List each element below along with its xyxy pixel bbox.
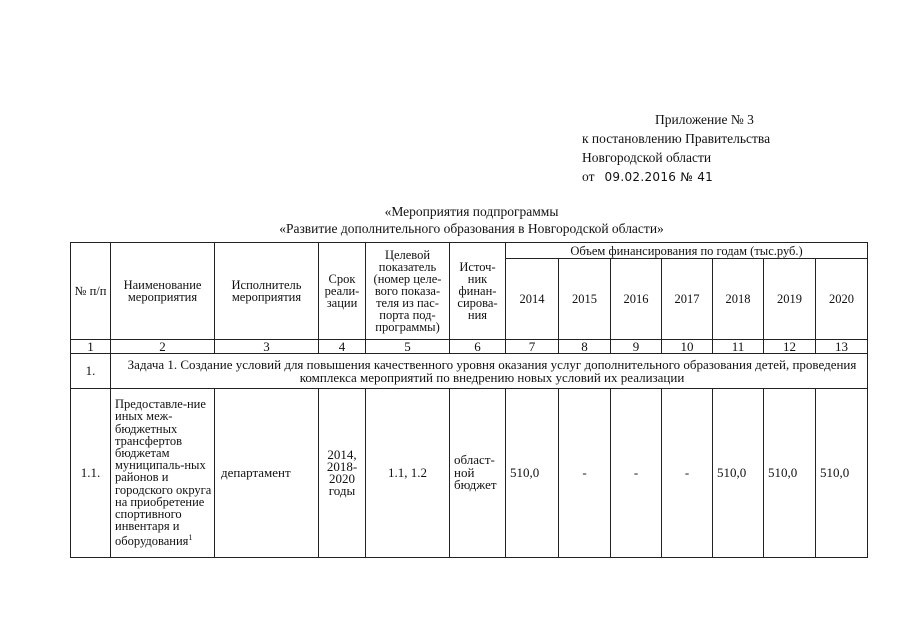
- appendix-date-number: 09.02.2016 № 41: [604, 170, 714, 184]
- task-text: Задача 1. Создание условий для повышения качественного уровня оказания услуг дополнительного образования детей, проведения комплекса мероприятий по внедрению новых условий их реализации: [111, 354, 868, 389]
- header-year: 2016: [611, 259, 662, 340]
- row-value-2016: -: [611, 389, 662, 558]
- row-number: 1.1.: [71, 389, 111, 558]
- header-row-top: [71, 243, 868, 259]
- row-value-2020: 510,0: [816, 389, 868, 558]
- title-line-1: «Мероприятия подпрограммы: [384, 204, 559, 219]
- task-row: [71, 354, 868, 389]
- appendix-region: Новгородской области: [582, 150, 712, 165]
- column-number: 5: [366, 340, 450, 354]
- row-activity-name: [111, 389, 215, 558]
- header-year: 2017: [662, 259, 713, 340]
- title-line-2: «Развитие дополнительного образования в Новгородской области»: [279, 221, 664, 236]
- header-name: Наименование мероприятия: [111, 243, 215, 340]
- document-title: [0, 203, 905, 237]
- appendix-header: [582, 110, 770, 187]
- column-number: 6: [450, 340, 506, 354]
- header-indicator: Целевой показатель (номер целе-вого показа-теля из пас-порта под-программы): [366, 243, 450, 340]
- row-value-2017: -: [662, 389, 713, 558]
- row-indicator: 1.1, 1.2: [366, 389, 450, 558]
- appendix-number: Приложение № 3: [655, 112, 754, 127]
- column-number: 1: [71, 340, 111, 354]
- column-number: 12: [764, 340, 816, 354]
- row-value-2015: -: [559, 389, 611, 558]
- table-row: [71, 389, 868, 558]
- header-executor: Исполнитель мероприятия: [215, 243, 319, 340]
- header-term: Срок реали-зации: [319, 243, 366, 340]
- column-number: 8: [559, 340, 611, 354]
- activities-table: [70, 242, 868, 558]
- header-year: 2019: [764, 259, 816, 340]
- row-value-2018: 510,0: [713, 389, 764, 558]
- header-funding: Объем финансирования по годам (тыс.руб.): [506, 243, 868, 259]
- row-funding-source: област-ной бюджет: [450, 389, 506, 558]
- column-number: 10: [662, 340, 713, 354]
- header-year: 2020: [816, 259, 868, 340]
- row-value-2014: 510,0: [506, 389, 559, 558]
- row-value-2019: 510,0: [764, 389, 816, 558]
- column-number: 3: [215, 340, 319, 354]
- column-number: 7: [506, 340, 559, 354]
- column-number: 13: [816, 340, 868, 354]
- row-executor: департамент: [215, 389, 319, 558]
- header-source: Источ-ник финан-сирова-ния: [450, 243, 506, 340]
- header-year: 2014: [506, 259, 559, 340]
- row-activity-name-text: Предоставле-ние иных меж-бюджетных трансфертов бюджетам муниципаль-ных районов и городского округа на приобретение спортивного инвентаря и оборудования: [115, 397, 212, 549]
- task-number: 1.: [71, 354, 111, 389]
- row-footnote-mark: 1: [188, 533, 193, 543]
- column-number-row: [71, 340, 868, 354]
- row-term: 2014, 2018-2020 годы: [319, 389, 366, 558]
- column-number: 2: [111, 340, 215, 354]
- appendix-resolution: к постановлению Правительства: [582, 131, 771, 146]
- header-year: 2015: [559, 259, 611, 340]
- column-number: 9: [611, 340, 662, 354]
- header-num: № п/п: [71, 243, 111, 340]
- header-year: 2018: [713, 259, 764, 340]
- column-number: 11: [713, 340, 764, 354]
- appendix-date-prefix: от: [582, 169, 595, 184]
- column-number: 4: [319, 340, 366, 354]
- appendix-date-line: [582, 167, 770, 187]
